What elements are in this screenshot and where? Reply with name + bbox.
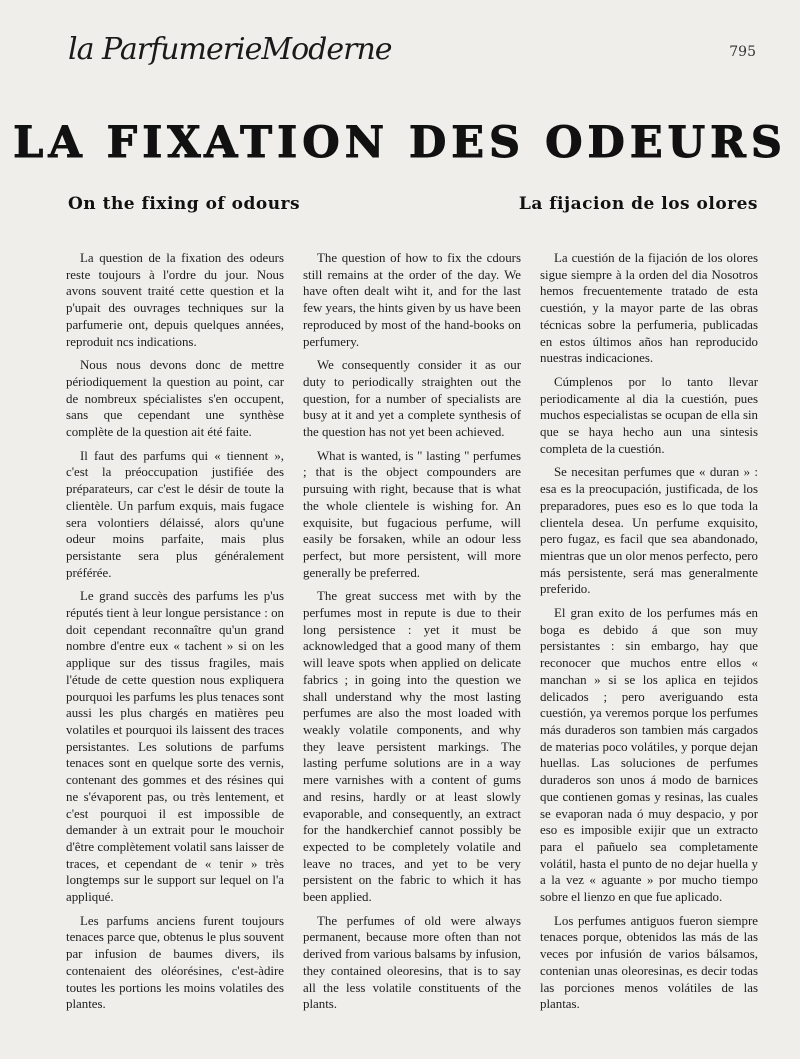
paragraph: Les parfums anciens furent toujours tenaces parce que, obtenus le plus souvent par infusion de baumes divers, ils contenaient des oléorésines, c'est-àdire toutes les portions les moins volatiles des plantes.	[66, 913, 284, 1012]
page-number: 795	[729, 44, 756, 60]
paragraph: The great success met with by the perfumes most in repute is due to their long persistence : yet it must be acknowledged that a good many of them will leave spots when applied on delicate fabrics ; in going into the question we shall understand why the most lasting perfumes are also the most loaded with weakly volatile components, and why they leave persistent markings. The lasting perfume solutions are in a way mere varnishes with a content of gums and resins, hardly or at least slowly evaporable, and consequently, an extract for the handkerchief cannot possibly be expected to be completely volatile and leave no traces, and yet to be very persistent on the fabric to which it has been applied.	[303, 589, 521, 905]
paragraph: La cuestión de la fijación de los olores sigue siempre à la orden del dia Nosotros hemos frecuentemente tratado de esta cuestión, y la mayor parte de las obras técnicas sobre la perfumeria, publicadas en estos últimos años han reproducido nuestras indicaciones.	[540, 251, 758, 366]
paragraph: The perfumes of old were always permanent, because more often than not derived from various balsams by infusion, they contained oleoresins, that is to say all the less volatile constituents of the plants.	[303, 913, 521, 1012]
paragraph: Le grand succès des parfums les p'us réputés tient à leur longue persistance : on doit cependant reconnaître qu'un grand nombre d'entre eux « tachent » si on les applique sur des tissus fragiles, mais l'étude de cette question nous expliquera pourquoi les parfums les plus tenaces sont aussi les plus chargés en matières peu volatiles et pourquoi ils laissent des traces persistantes. Les solutions de parfums tenaces sont en quelque sorte des vernis, contenant des gommes et des résines qui ne s'évaporent pas, ou très lentement, et c'est pourquoi il est impossible de demander à un extrait pour le mouchoir d'être complètement volatil sans laisser de traces, et cependant de « tenir » très longtemps sur le support sur lequel on l'a appliqué.	[66, 589, 284, 905]
paragraph: El gran exito de los perfumes más en boga es debido á que son muy persistantes : sin embargo, hay que reconocer que muchos entre ellos « manchan » si se los aplica en tejidos delicados ; pero averiguando esta cuestión, ya veremos porque los perfumes más duraderos son tambien más cargados de materias poco volátiles, y porque dejan huellas. Las soluciones de perfumes duraderos son unos á modo de barnices que contienen gomas y resinas, las cuales se evaporan nada ó muy despacio, y por eso es imposible exijir que un extracto para el pañuelo sea completamente volátil, hasta el punto de no dejar huella y a la vez « aguante » por mucho tiempo sobre el lienzo en que fue aplicado.	[540, 606, 758, 905]
paragraph: Nous nous devons donc de mettre périodiquement la question au point, car de nombreux spécialistes s'en occupent, sans que cependant une synthèse complète de la question ait été faite.	[66, 358, 284, 440]
paragraph: Los perfumes antiguos fueron siempre tenaces porque, obtenidos las más de las veces por infusión de varios bálsamos, contenian unas oleoresinas, es decir todas las porciones menos volátiles de las plantas.	[540, 913, 758, 1012]
column-french	[66, 250, 284, 1020]
paragraph: What is wanted, is " lasting " perfumes ; that is the object compounders are pursuing with right, because that is what the whole clientele is wishing for. An exquisite, but fugacious perfume, will easily be forsaken, while an odour less perfect, but more persistent, will more generally be preferred.	[303, 448, 521, 580]
subtitle-spanish: La fijacion de los olores	[518, 194, 758, 214]
paragraph: The question of how to fix the cdours still remains at the order of the day. We have often dealt wiht it, and for the last few years, the hints given by us have been reproduced by most of the hand-books on perfumery.	[303, 251, 522, 349]
paragraph: La question de la fixation des odeurs reste toujours à l'ordre du jour. Nous avons souvent traité cette question et la p'upait des ouvrages techniques sur la parfumerie ont, depuis quelques années, reproduit ncs indications.	[66, 251, 284, 349]
subtitle-english: On the fixing of odours	[68, 194, 301, 214]
article-title: LA FIXATION DES ODEURS	[13, 118, 787, 168]
masthead-logo: la ParfumerieModerne	[68, 32, 392, 67]
paragraph: Il faut des parfums qui « tiennent », c'est la préoccupation justifiée des préparateurs, car c'est le désir de toute la clientèle. Un parfum exquis, mais fugace sera volontiers délaissé, alors qu'une odeur moins parfaite, mais plus persistante sera plus généralement préférée.	[66, 448, 284, 580]
paragraph: We consequently consider it as our duty to periodically straighten out the question, for a number of specialists are busy at it and yet a complete synthesis of the question has not yet been achieved.	[303, 358, 521, 440]
paragraph: Cúmplenos por lo tanto llevar periodicamente al dia la cuestión, pues muchos especialistas se ocupan de ella sin que se haya hecho aun una sintesis completa de la cuestión.	[540, 374, 758, 456]
column-spanish	[540, 250, 758, 1020]
paragraph: Se necesitan perfumes que « duran » : esa es la preocupación, justificada, de los preparadores, pues eso es lo que toda la clientela desea. Un perfume exquisito, pero fugaz, es facil que sea abandonado, mientras que un olor menos perfecto, pero más persistente, será mas generalmente preferido.	[540, 465, 758, 597]
column-english	[303, 250, 521, 1020]
